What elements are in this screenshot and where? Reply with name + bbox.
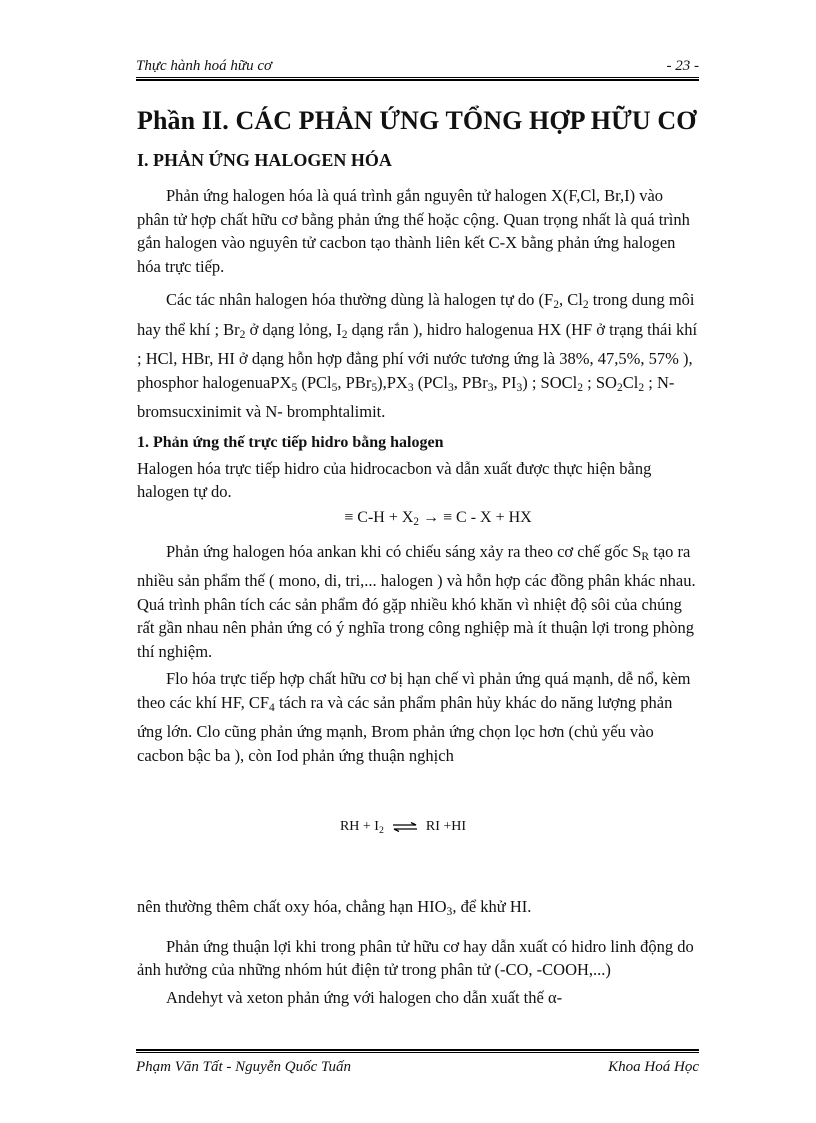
header-title: Thực hành hoá hữu cơ xyxy=(136,58,273,74)
paragraph-aldehyde: Andehyt và xeton phản ứng với halogen cho dẫn xuất thế α- xyxy=(166,987,563,1007)
paragraph-alkane: Phản ứng halogen hóa ankan khi có chiếu sáng xảy ra theo cơ chế gốc $S_R$ tạo ra nhiều sản phẩm thế ( mono, di, tri,... halogen ) và hỗn hợp các đồng phân khác nhau. Quá trình phân tích các sản phẩm đó gặp nhiều khó khăn vì nhiệt độ sôi của chúng rất gần nhau nên phản ứng có ý nghĩa trong công nghiệp mà ít thuận lợi trong phòng thí nghiệm. xyxy=(137,541,696,661)
reaction-arrow-icon: → xyxy=(423,508,440,526)
equilibrium-arrow-icon xyxy=(392,822,418,832)
page-number: - 23 - xyxy=(666,58,699,74)
paragraph-oxidant: nên thường thêm chất oxy hóa, chẳng hạn $HIO_3$, để khử HI. xyxy=(137,897,532,918)
running-footer xyxy=(136,1049,699,1076)
part-title: Phần II. CÁC PHẢN ỨNG TỔNG HỢP HỮU CƠ xyxy=(137,106,697,135)
footer-department: Khoa Hoá Học xyxy=(608,1059,699,1075)
equation-iodination: RH + $I_2$ RI +HI xyxy=(339,819,467,836)
subsection-heading: 1. Phản ứng thế trực tiếp hidro bằng halogen xyxy=(137,433,444,451)
page-content xyxy=(137,106,699,1019)
equation-substitution: ≡ $C-H + X_2$ → ≡ C - X + HX xyxy=(344,508,532,528)
running-header xyxy=(136,58,699,78)
paragraph-fluorination: Flo hóa trực tiếp hợp chất hữu cơ bị hạn chế vì phản ứng quá mạnh, dễ nổ, kèm theo các khí HF, $CF_4$ tách ra và các sản phẩm phân hủy khác do năng lượng phản ứng lớn. Clo cũng phản ứng mạnh, Brom phản ứng chọn lọc hơn (chủ yếu vào cacbon bậc ba ), còn Iod phản ứng thuận nghịch xyxy=(137,669,691,765)
paragraph-direct: Halogen hóa trực tiếp hidro của hidrocacbon và dẫn xuất được thực hiện bằng halogen tự do. xyxy=(137,458,652,501)
paragraph-mobile-hydrogen: Phản ứng thuận lợi khi trong phân tử hữu cơ hay dẫn xuất có hidro linh động do ảnh hưởng của những nhóm hút điện tử trong phân tử (-CO, -COOH,...) xyxy=(137,936,694,979)
paragraph-intro: Phản ứng halogen hóa là quá trình gắn nguyên tử halogen X(F,Cl, Br,I) vào phân tử hợp chất hữu cơ bằng phản ứng thế hoặc cộng. Quan trọng nhất là quá trình gắn halogen vào nguyên tử cacbon tạo thành liên kết C-X bằng phản ứng halogen hóa trực tiếp. xyxy=(137,186,690,276)
paragraph-agents: Các tác nhân halogen hóa thường dùng là halogen tự do ($F_2$, $Cl_2$ trong dung môi hay thể khí ; $Br_2$ ở dạng lỏng, $I_2$ dạng rắn ), hidro halogenua HX (HF ở trạng thái khí ; HCl, HBr, HI ở dạng hỗn hợp đẳng phí với nước tương ứng là 38%, 47,5%, 57% ), phosphor halogenuaPX$_5$ (PCl$_5$, $PBr_5),PX_3$ (PCl$_3$, PBr$_3$, $PI_3$) ; SOCl$_2$ ; $SO_2Cl_2$ ; N-bromsucxinimit và N- bromphtalimit. xyxy=(137,290,698,421)
footer-authors: Phạm Văn Tất - Nguyễn Quốc Tuấn xyxy=(136,1059,351,1075)
section-heading: I. PHẢN ỨNG HALOGEN HÓA xyxy=(137,150,392,170)
